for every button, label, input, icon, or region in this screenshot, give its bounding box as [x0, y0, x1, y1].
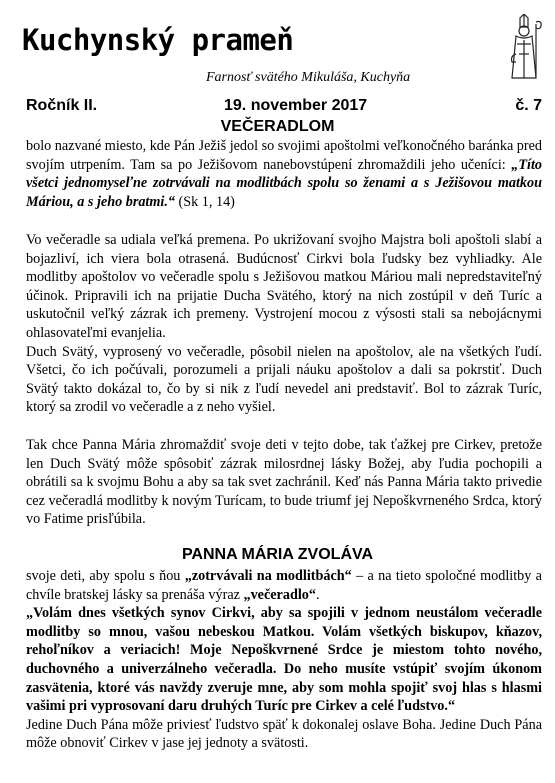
article-paragraph	[26, 231, 542, 417]
article-paragraph: Tak chce Panna Mária zhromaždiť svoje deti v tejto dobe, tak ťažkej pre Cirkev, pretože len Duch Svätý môže spôsobiť zázrak milosrdnej lásky Božej, aby ľudia pochopili a obrátili sa k svojmu Bohu a aby sa tak svet zachránil. Keď nás Panna Mária takto privedie cez večeradlá modlitby k novým Turícam, to bude triumf jej Nepoškvrneného Srdca, ktorý vo Fatime prisľúbila.	[26, 437, 542, 528]
paragraph-text: Duch Svätý, vyprosený vo večeradle, pôsobil nielen na apoštolov, ale na všetkých ľudí. Všetci, čo ich počúvali, porozumeli a prijali náuku apoštolov a dali sa pokrstiť. Duch Svätý takto dokázal to, čo by si nik z ľudí nevedel ani predstaviť. Bol to zázrak Turíc, ktorý sa zrodil vo večeradle a z neho vyšiel.	[26, 343, 542, 416]
article-title: PANNA MÁRIA ZVOLÁVA	[181, 546, 374, 563]
emphasis-text: „večeradlo“	[243, 586, 316, 603]
volume-label: Ročník II.	[26, 97, 98, 114]
marian-message-quote: „Volám dnes všetkých synov Cirkvi, aby sa spojili v jednom neustálom večeradle modlitby so mnou, vašou nebeskou Matkou. Volám všetkých biskupov, kňazov, rehoľníkov a veriacich! Moje Nepoškvrnené Srdce je miestom tohto nového, duchovného a univerzálneho večeradla. Do neho musíte vstúpiť svojím úkonom zasvätenia, ktoré vás navždy zveruje mne, aby som mohla spojiť svoj hlas s hlasmi vašimi pri vyprosovaní daru druhých Turíc pre Cirkev a celé ľudstvo.“	[26, 605, 542, 715]
issue-date: 19. november 2017	[224, 97, 368, 114]
paragraph-text: Vo večeradle sa udiala veľká premena. Po ukrižovaní svojho Majstra boli apoštoli slabí a bojazliví, ich viera bola otrasená. Budúcnosť Cirkvi bola ľudsky bez vyhliadky. Ale modlitby apoštolov vo večeradle spolu s Ježišovou matkou Máriou mali nepredstaviteľný účinok. Pripravili ich na prijatie Ducha Svätého, ktorý na nich zostúpil v deň Turíc a uskutočnil veľký zázrak ich premeny. Vystrojení mocou z výsosti stali sa nebojácnymi ohlasovateľmi evanjelia.	[26, 232, 542, 341]
paragraph-text: bolo nazvané miesto, kde Pán Ježiš jedol so svojimi apoštolmi veľkonočného baránka pred svojím utrpením. Tam sa po Ježišovom nanebovstúpení zhromaždili jeho učeníci:	[26, 138, 543, 173]
paragraph-text: Jedine Duch Pána môže priviesť ľudstvo späť k dokonalej oslave Boha. Jedine Duch Pána môže obnoviť Cirkev v jase jej jednoty a svätosti.	[26, 716, 542, 752]
issue-number: č. 7	[515, 97, 542, 114]
issue-info	[26, 96, 542, 116]
text-run: .	[315, 586, 320, 603]
scripture-reference: (Sk 1, 14)	[175, 193, 235, 210]
parish-name: Farnosť svätého Mikuláša, Kuchyňa	[206, 70, 411, 85]
text-run: svoje deti, aby spolu s ňou	[26, 568, 185, 584]
article-paragraph	[26, 567, 542, 753]
text-run: – a na tieto spoločné modlitby a chvíle bratskej lásky sa prenáša výraz	[26, 568, 542, 603]
scripture-quote: „Títo všetci jednomyseľne zotrvávali na modlitbách spolu so ženami a s Ježišovou matkou Máriou, a s jeho bratmi.“	[26, 156, 542, 210]
emphasis-text: „zotrvávali na modlitbách“	[184, 568, 352, 584]
newsletter-title: Kuchynský prameň	[22, 23, 294, 57]
saint-bishop-icon	[502, 14, 546, 80]
paragraph-text	[26, 567, 542, 604]
article-title: VEČERADLOM	[220, 118, 335, 135]
article-paragraph	[26, 137, 542, 211]
